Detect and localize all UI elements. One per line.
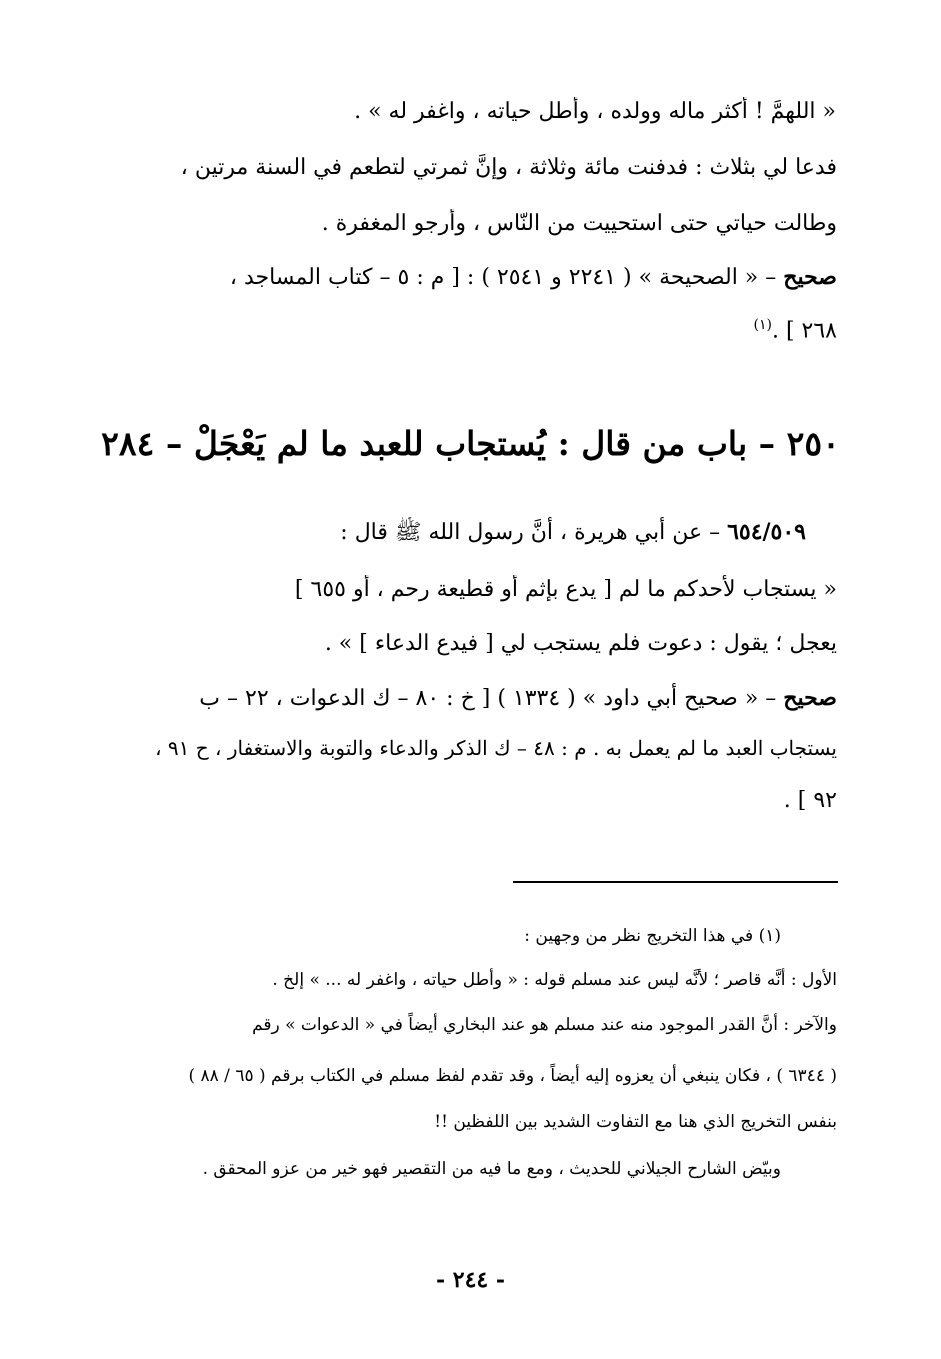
footnote-reference: (١) xyxy=(753,317,772,333)
takhrij-text: يستجاب العبد ما لم يعمل به . م : ٤٨ – ك الذكر والدعاء والتوبة والاستغفار ، ح ٩١ ، xyxy=(155,736,837,760)
grade-label: صحيح xyxy=(783,685,837,711)
footnote-line xyxy=(80,923,781,949)
footnote-text: (١) في هذا التخريج نظر من وجهين : xyxy=(524,926,781,946)
chapter-heading: ٢٥٠ – باب من قال : يُستجاب للعبد ما لم يَعْجَلْ – ٢٨٤ xyxy=(101,424,840,463)
footnote-text: والآخر : أنَّ القدر الموجود منه عند مسلم هو عند البخاري أيضاً في « الدعوات » رقم xyxy=(252,1015,837,1035)
footnote-line xyxy=(80,1156,781,1182)
page-number: - ٢٤٤ - xyxy=(435,1267,506,1293)
hadith-intro-line xyxy=(80,517,806,548)
takhrij-line xyxy=(80,733,837,763)
text: وطالت حياتي حتى استحييت من النّاس ، وأرجو المغفرة . xyxy=(321,211,837,236)
footnote-text: ( ٦٣٤٤ ) ، فكان ينبغي أن يعزوه إليه أيضاً ، وقد تقدم لفظ مسلم في الكتاب برقم ( ٦٥ / ٨٨ ) xyxy=(188,1066,837,1086)
hadith-number: ٦٥٤/٥٠٩ xyxy=(727,519,806,545)
takhrij-line xyxy=(80,262,837,293)
footnote-text: وبيّض الشارح الجيلاني للحديث ، ومع ما فيه من التقصير فهو خير من عزو المحقق . xyxy=(202,1159,781,1179)
takhrij-text: ٩٢ ] . xyxy=(783,788,837,813)
grade-label: صحيح xyxy=(783,264,837,290)
hadith-text-line xyxy=(80,575,837,605)
text-line xyxy=(80,209,837,239)
text-line xyxy=(80,97,836,127)
text: يعجل ؛ يقول : دعوت فلم يستجب لي [ فيدع الدعاء ] » . xyxy=(324,631,837,656)
takhrij-line xyxy=(80,786,837,816)
takhrij-line xyxy=(80,683,837,714)
takhrij-text: – « صحيح أبي داود » ( ١٣٣٤ ) [ خ : ٨٠ – ك الدعوات ، ٢٢ – ب xyxy=(199,686,784,711)
hadith-text-line xyxy=(80,629,837,659)
footnote-text: بنفس التخريج الذي هنا مع التفاوت الشديد بين اللفظين !! xyxy=(434,1112,837,1132)
text: « اللهمَّ ! أكثر ماله وولده ، وأطل حياته ، واغفر له » . xyxy=(354,99,836,124)
footnote-line xyxy=(80,1063,837,1089)
text: فدعا لي بثلاث : فدفنت مائة وثلاثة ، وإنَّ ثمرتي لتطعم في السنة مرتين ، xyxy=(180,155,837,180)
takhrij-line xyxy=(80,310,837,346)
footnote-separator xyxy=(513,881,838,883)
hadith-intro: – عن أبي هريرة ، أنَّ رسول الله ﷺ قال : xyxy=(340,520,728,545)
footnote-text: الأول : أنَّه قاصر ؛ لأنَّه ليس عند مسلم قوله : « وأطل حياته ، واغفر له ... » إلخ . xyxy=(272,970,837,990)
footnote-line xyxy=(80,1109,837,1135)
footnote-line xyxy=(80,1012,837,1038)
footnote-line xyxy=(80,967,837,993)
takhrij-text: – « الصحيحة » ( ٢٢٤١ و ٢٥٤١ ) : [ م : ٥ – كتاب المساجد ، xyxy=(229,265,784,290)
text-line xyxy=(80,153,837,183)
text: « يستجاب لأحدكم ما لم [ يدع بإثم أو قطيعة رحم ، أو ٦٥٥ ] xyxy=(294,577,837,602)
takhrij-text: ٢٦٨ ] . xyxy=(771,318,837,344)
